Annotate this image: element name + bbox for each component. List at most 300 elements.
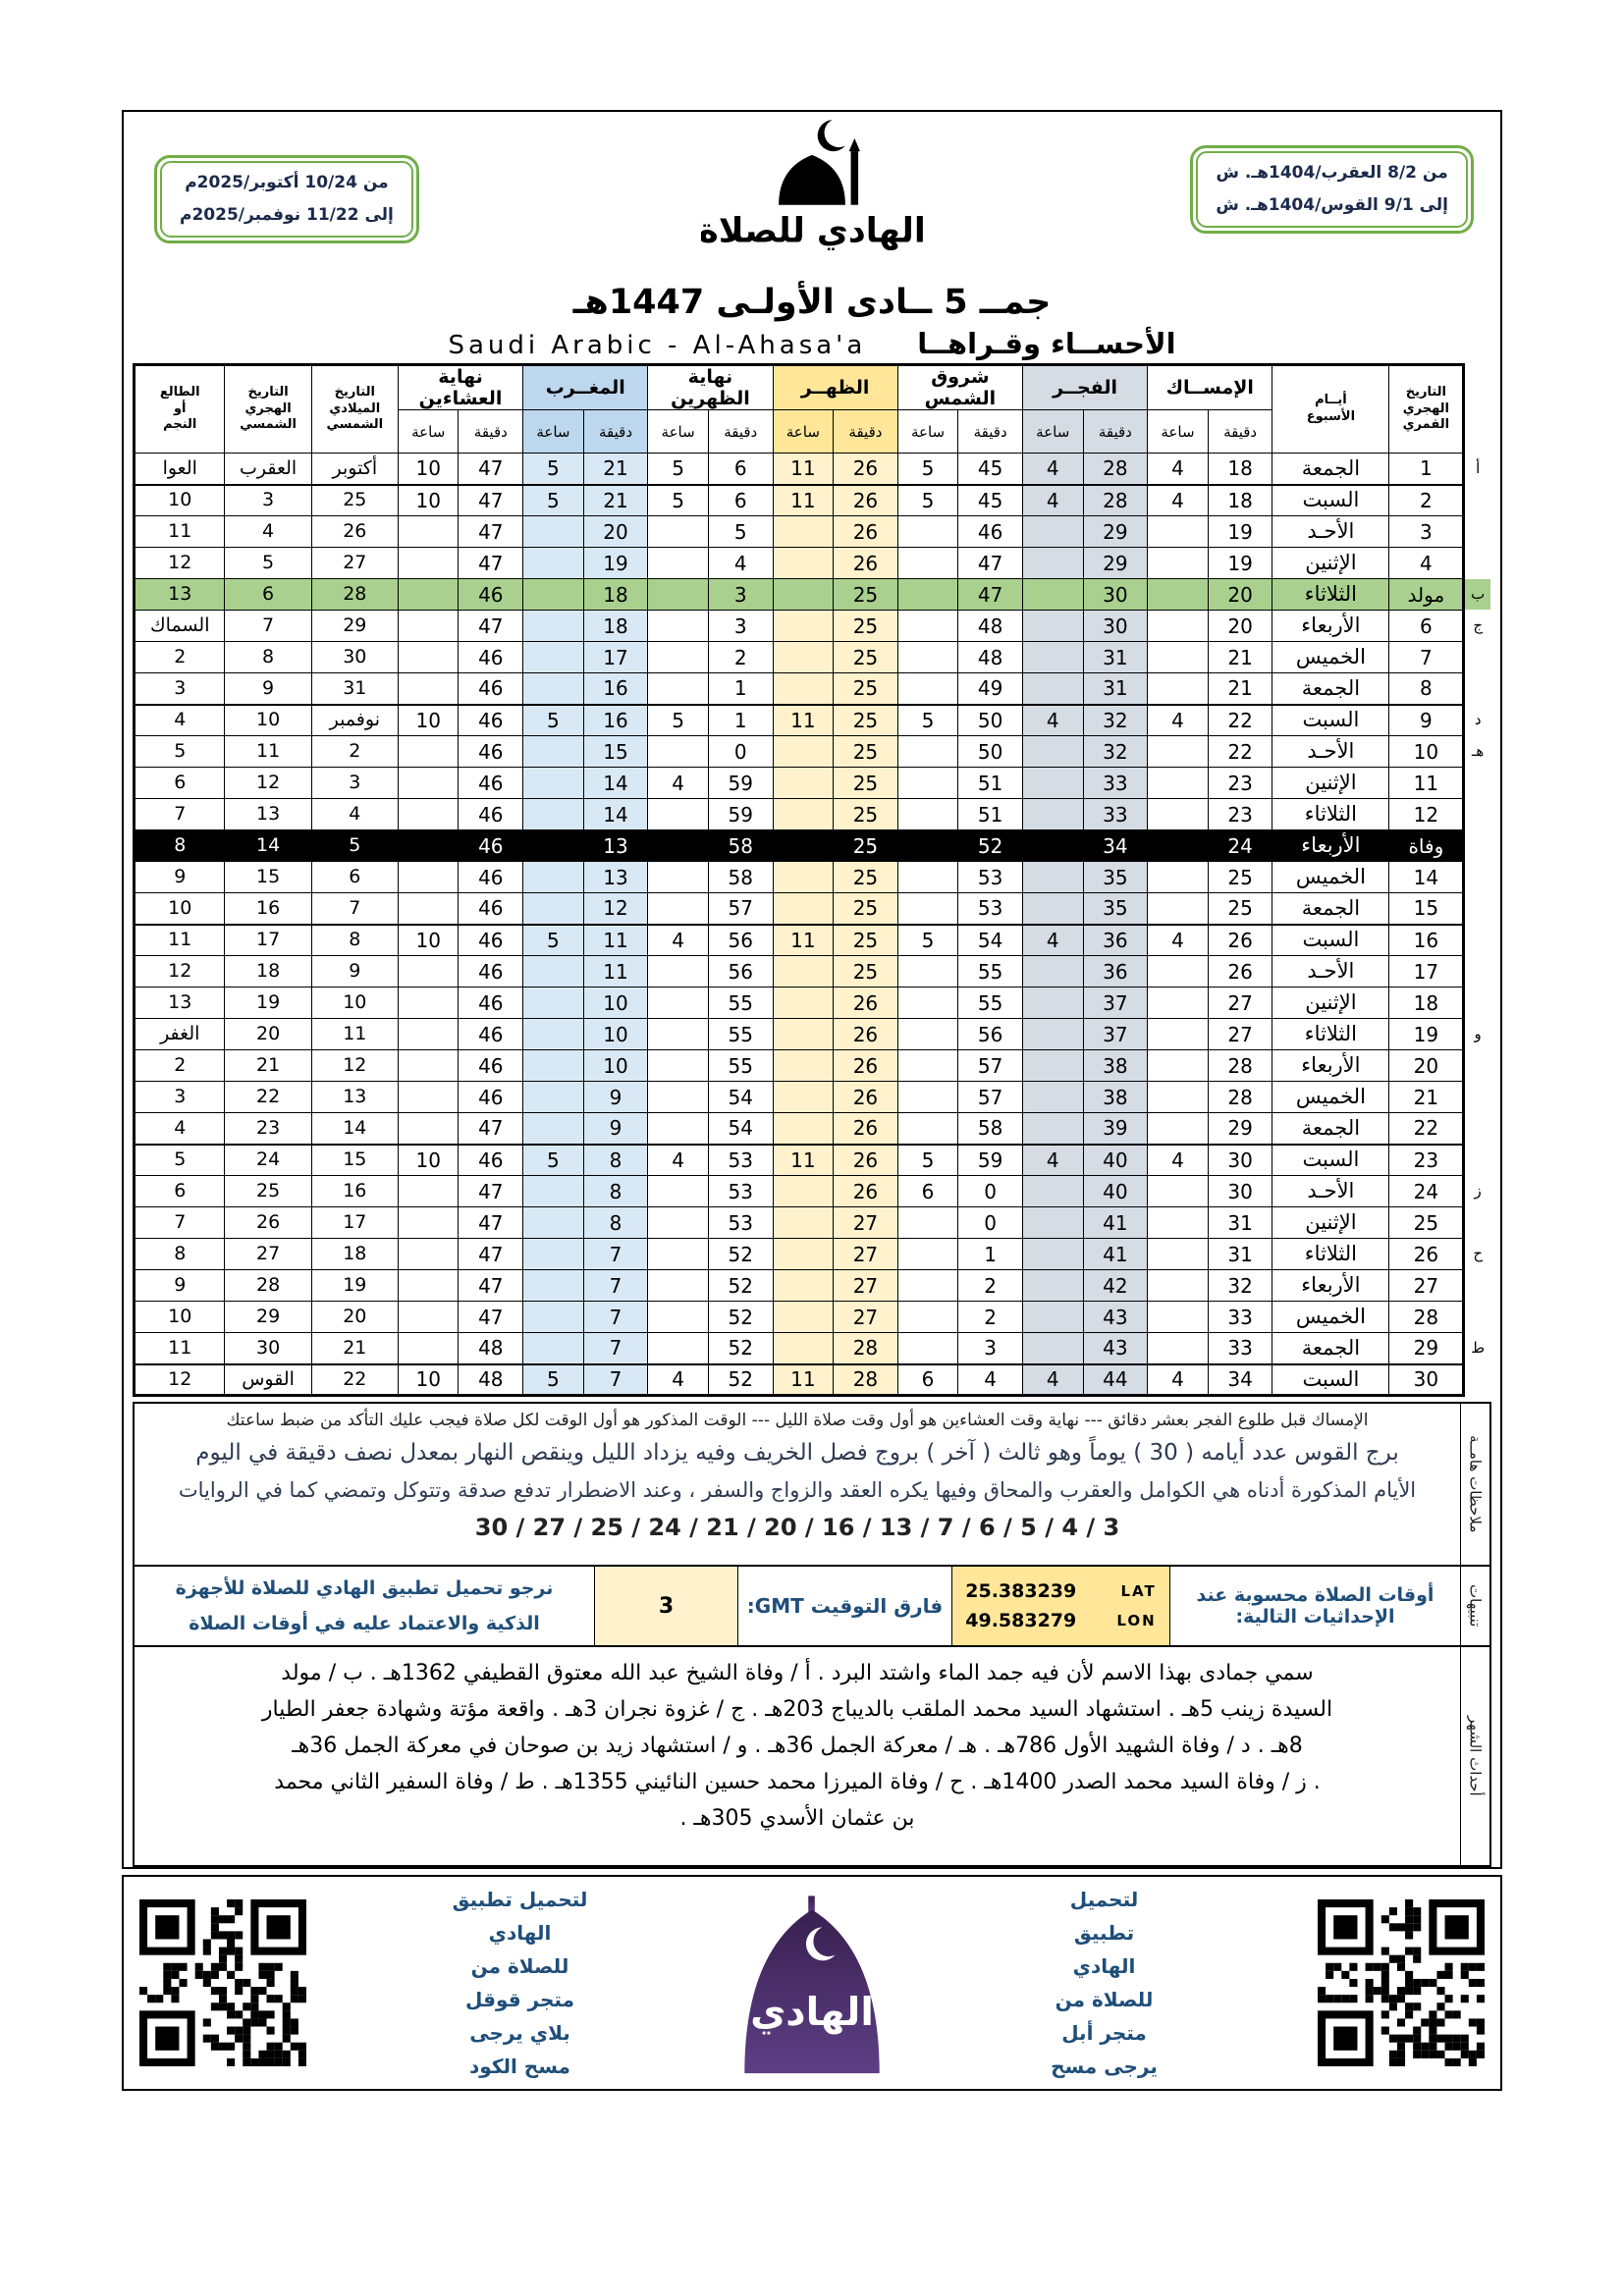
cell-fajr_m: 29: [1083, 548, 1148, 579]
month-events-text: سمي جمادى بهذا الاسم لأن فيه جمد الماء واشتد البرد . أ / وفاة الشيخ عبد الله معتوق القطيفي 1362هـ . ب / مولد السيدة زينب 5هـ . استشهاد السيد محمد الملقب بالديباج 203هـ . ج / غزوة نجران 3هـ . واقعة مؤتة وشهادة جعفر الطيار 8هـ . د / وفاة الشهيد الأول 786هـ . هـ / معركة الجمل 36هـ . و / استشهاد زيد بن صوحان في معركة الجمل 36هـ . ز / وفاة السيد محمد الصدر 1400هـ . ح / وفاة الميرزا محمد حسين النائيني 1355هـ . ط / وفاة السفير الثاني محمد بن عثمان الأسدي 305هـ .: [261, 1661, 1333, 1831]
cell-dhuhrain_m: 55: [708, 988, 773, 1019]
important-notes-section: [133, 1402, 1491, 1567]
cell-fajr_m: 43: [1083, 1302, 1148, 1333]
cell-imsak_h: [1148, 830, 1209, 862]
col-star: الطالع أو النجم: [135, 365, 225, 454]
cell-day: الخميس: [1272, 1302, 1389, 1333]
cell-star: 12: [135, 956, 225, 988]
cell-maghrib_m: 7: [583, 1364, 648, 1396]
cell-marker: [1464, 988, 1491, 1019]
qr-code-apple-store: [1318, 1899, 1485, 2066]
solar-hijri-from: من 8/2 العقرب/1404هـ. ش: [1216, 163, 1448, 183]
cell-fajr_m: 37: [1083, 1019, 1148, 1050]
gmt-offset-label: فارق التوقيت GMT:: [737, 1567, 951, 1645]
app-logo: [701, 112, 923, 261]
cell-fajr_h: 4: [1022, 1145, 1083, 1176]
cell-greg: أكتوبر: [311, 454, 398, 485]
cell-ishain_m: 46: [459, 1050, 523, 1082]
table-row: [135, 1270, 1491, 1302]
cell-imsak_h: [1148, 862, 1209, 893]
cell-shamsi: 9: [225, 673, 311, 705]
cell-ishain_m: 46: [459, 988, 523, 1019]
cell-maghrib_m: 11: [583, 925, 648, 956]
cell-marker: ب: [1464, 579, 1491, 611]
notices-section-label: تنبيهات: [1460, 1567, 1489, 1645]
cell-sunrise_h: 5: [897, 485, 958, 516]
cell-imsak_m: 28: [1208, 1050, 1272, 1082]
cell-fajr_m: 42: [1083, 1270, 1148, 1302]
table-row: [135, 1239, 1491, 1270]
cell-shamsi: 3: [225, 485, 311, 516]
cell-shamsi: 16: [225, 893, 311, 925]
logo-text: الهادي للصلاة: [701, 211, 923, 251]
cell-day: الجمعة: [1272, 1333, 1389, 1364]
cell-dhuhrain_m: 1: [708, 673, 773, 705]
cell-shamsi: 5: [225, 548, 311, 579]
dhuhr-hour-header: ساعة: [773, 410, 834, 454]
cell-dhuhr_h: [773, 516, 834, 548]
cell-star: 11: [135, 1333, 225, 1364]
cell-dhuhrain_m: 55: [708, 1019, 773, 1050]
cell-qamari: 28: [1389, 1302, 1464, 1333]
cell-ishain_m: 47: [459, 1113, 523, 1145]
cell-sunrise_m: 45: [958, 485, 1023, 516]
col-fajr: الفجــر: [1022, 365, 1147, 410]
cell-dhuhrain_h: [648, 1082, 709, 1113]
cell-shamsi: 13: [225, 799, 311, 830]
cell-imsak_h: [1148, 548, 1209, 579]
cell-maghrib_m: 20: [583, 516, 648, 548]
table-row: [135, 673, 1491, 705]
cell-fajr_m: 36: [1083, 956, 1148, 988]
cell-fajr_h: [1022, 956, 1083, 988]
cell-sunrise_m: 3: [958, 1333, 1023, 1364]
cell-fajr_m: 44: [1083, 1364, 1148, 1396]
table-row: [135, 893, 1491, 925]
cell-dhuhrain_h: 4: [648, 1364, 709, 1396]
cell-dhuhr_h: [773, 862, 834, 893]
page-title: جمــ 5 ــادى الأولـى 1447هـ: [572, 283, 1052, 322]
cell-dhuhrain_h: [648, 1270, 709, 1302]
cell-ishain_m: 47: [459, 454, 523, 485]
cell-star: 11: [135, 516, 225, 548]
cell-fajr_m: 43: [1083, 1333, 1148, 1364]
cell-sunrise_h: [897, 1113, 958, 1145]
cell-dhuhrain_m: 52: [708, 1302, 773, 1333]
cell-dhuhrain_h: [648, 1113, 709, 1145]
table-row: [135, 611, 1491, 642]
cell-dhuhrain_h: [648, 862, 709, 893]
cell-shamsi: 20: [225, 1019, 311, 1050]
cell-qamari: 10: [1389, 736, 1464, 768]
cell-marker: [1464, 893, 1491, 925]
region-line: [133, 327, 1491, 360]
table-row: [135, 642, 1491, 673]
cell-dhuhrain_m: 52: [708, 1333, 773, 1364]
cell-qamari: 2: [1389, 485, 1464, 516]
cell-imsak_m: 26: [1208, 925, 1272, 956]
cell-star: السماك: [135, 611, 225, 642]
cell-dhuhr_m: 25: [834, 611, 898, 642]
cell-maghrib_h: [523, 673, 584, 705]
cell-fajr_h: [1022, 1082, 1083, 1113]
cell-maghrib_m: 8: [583, 1176, 648, 1207]
cell-ishain_m: 46: [459, 768, 523, 799]
cell-maghrib_h: 5: [523, 485, 584, 516]
cell-shamsi: 27: [225, 1239, 311, 1270]
cell-dhuhrain_h: [648, 1019, 709, 1050]
cell-dhuhrain_m: 6: [708, 485, 773, 516]
cell-imsak_h: [1148, 1302, 1209, 1333]
cell-dhuhrain_h: [648, 799, 709, 830]
cell-greg: 2: [311, 736, 398, 768]
cell-day: الأحـد: [1272, 1176, 1389, 1207]
cell-ishain_h: [398, 768, 459, 799]
cell-imsak_m: 31: [1208, 1239, 1272, 1270]
cell-dhuhrain_h: [648, 611, 709, 642]
cell-dhuhrain_m: 53: [708, 1207, 773, 1239]
cell-day: السبت: [1272, 1145, 1389, 1176]
cell-sunrise_m: 45: [958, 454, 1023, 485]
header: [133, 112, 1491, 363]
cell-dhuhr_m: 28: [834, 1364, 898, 1396]
col-dhuhrain-end: نهاية الظهرين: [648, 365, 773, 410]
cell-maghrib_h: [523, 988, 584, 1019]
cell-imsak_m: 32: [1208, 1270, 1272, 1302]
cell-dhuhr_h: 11: [773, 454, 834, 485]
cell-maghrib_h: [523, 830, 584, 862]
cell-maghrib_m: 7: [583, 1302, 648, 1333]
cell-greg: نوفمبر: [311, 705, 398, 736]
cell-ishain_m: 46: [459, 736, 523, 768]
cell-star: 10: [135, 485, 225, 516]
cell-sunrise_h: 5: [897, 454, 958, 485]
cell-marker: [1464, 485, 1491, 516]
cell-ishain_m: 46: [459, 579, 523, 611]
col-solar-hijri-date: التاريخ الهجري الشمسي: [225, 365, 311, 454]
cell-dhuhr_m: 26: [834, 1050, 898, 1082]
cell-imsak_h: 4: [1148, 454, 1209, 485]
cell-imsak_m: 26: [1208, 956, 1272, 988]
cell-ishain_m: 47: [459, 548, 523, 579]
sunrise-minute-header: دقيقة: [958, 410, 1023, 454]
notes-section-label: ملاحظات هامــة: [1460, 1404, 1489, 1565]
cell-maghrib_m: 21: [583, 485, 648, 516]
cell-dhuhrain_h: [648, 1207, 709, 1239]
cell-fajr_h: [1022, 1270, 1083, 1302]
cell-shamsi: 8: [225, 642, 311, 673]
cell-ishain_h: [398, 1176, 459, 1207]
cell-shamsi: 14: [225, 830, 311, 862]
cell-dhuhrain_h: [648, 736, 709, 768]
cell-maghrib_h: [523, 799, 584, 830]
fajr-minute-header: دقيقة: [1083, 410, 1148, 454]
cell-fajr_h: [1022, 736, 1083, 768]
cell-dhuhr_m: 26: [834, 988, 898, 1019]
cell-imsak_h: [1148, 642, 1209, 673]
cell-dhuhr_h: [773, 1082, 834, 1113]
cell-dhuhr_m: 25: [834, 893, 898, 925]
gregorian-from: من 10/24 أكتوبر/2025م: [185, 173, 389, 192]
col-dhuhr: الظهــر: [773, 365, 897, 410]
cell-maghrib_m: 16: [583, 673, 648, 705]
cell-fajr_h: [1022, 830, 1083, 862]
col-weekday: أيــام الأسبوع: [1272, 365, 1389, 454]
cell-dhuhr_m: 27: [834, 1302, 898, 1333]
cell-imsak_m: 23: [1208, 799, 1272, 830]
cell-ishain_h: [398, 1270, 459, 1302]
cell-sunrise_m: 1: [958, 1239, 1023, 1270]
cell-sunrise_m: 50: [958, 705, 1023, 736]
cell-imsak_h: [1148, 516, 1209, 548]
cell-day: الخميس: [1272, 1082, 1389, 1113]
cell-maghrib_h: [523, 1176, 584, 1207]
cell-star: 13: [135, 579, 225, 611]
cell-star: 13: [135, 988, 225, 1019]
cell-sunrise_m: 55: [958, 956, 1023, 988]
cell-maghrib_m: 12: [583, 893, 648, 925]
cell-qamari: 22: [1389, 1113, 1464, 1145]
cell-maghrib_h: [523, 1270, 584, 1302]
cell-fajr_m: 38: [1083, 1050, 1148, 1082]
cell-fajr_m: 31: [1083, 673, 1148, 705]
col-maghrib: المغــرب: [523, 365, 648, 410]
cell-ishain_m: 48: [459, 1333, 523, 1364]
cell-dhuhrain_h: [648, 642, 709, 673]
cell-sunrise_h: [897, 1050, 958, 1082]
cell-fajr_m: 32: [1083, 705, 1148, 736]
cell-imsak_m: 33: [1208, 1333, 1272, 1364]
cell-sunrise_m: 0: [958, 1176, 1023, 1207]
cell-ishain_m: 46: [459, 799, 523, 830]
cell-day: الجمعة: [1272, 1113, 1389, 1145]
table-row: [135, 1176, 1491, 1207]
cell-ishain_m: 47: [459, 1302, 523, 1333]
cell-fajr_h: [1022, 1176, 1083, 1207]
cell-dhuhr_h: [773, 956, 834, 988]
cell-fajr_m: 34: [1083, 830, 1148, 862]
cell-greg: 21: [311, 1333, 398, 1364]
cell-star: 9: [135, 862, 225, 893]
cell-ishain_m: 47: [459, 1239, 523, 1270]
cell-fajr_m: 33: [1083, 768, 1148, 799]
cell-imsak_h: 4: [1148, 485, 1209, 516]
cell-ishain_m: 47: [459, 516, 523, 548]
cell-sunrise_m: 0: [958, 1207, 1023, 1239]
cell-day: الجمعة: [1272, 454, 1389, 485]
cell-dhuhrain_h: [648, 1333, 709, 1364]
table-row: [135, 1145, 1491, 1176]
cell-imsak_h: [1148, 1176, 1209, 1207]
cell-dhuhr_m: 25: [834, 830, 898, 862]
cell-marker: [1464, 925, 1491, 956]
cell-fajr_m: 37: [1083, 988, 1148, 1019]
cell-greg: 30: [311, 642, 398, 673]
cell-dhuhrain_h: [648, 1176, 709, 1207]
cell-star: 11: [135, 925, 225, 956]
cell-fajr_m: 35: [1083, 893, 1148, 925]
cell-marker: ح: [1464, 1239, 1491, 1270]
cell-fajr_h: [1022, 1239, 1083, 1270]
cell-fajr_h: 4: [1022, 1364, 1083, 1396]
cell-ishain_h: [398, 673, 459, 705]
cell-dhuhrain_h: [648, 1239, 709, 1270]
note-line-1: الإمساك قبل طلوع الفجر بعشر دقائق --- نهاية وقت العشاءين هو أول وقت صلاة الليل --- الوقت المذكور هو أول الوقت لكل صلاة فيجب عليك التأكد من ضبط ساعتك: [226, 1411, 1369, 1430]
cell-dhuhr_m: 25: [834, 956, 898, 988]
cell-maghrib_h: 5: [523, 454, 584, 485]
cell-sunrise_m: 53: [958, 862, 1023, 893]
cell-shamsi: 4: [225, 516, 311, 548]
cell-fajr_m: 38: [1083, 1082, 1148, 1113]
cell-dhuhr_h: 11: [773, 1364, 834, 1396]
cell-imsak_h: [1148, 1270, 1209, 1302]
cell-sunrise_h: [897, 1019, 958, 1050]
cell-sunrise_h: [897, 893, 958, 925]
table-row: [135, 830, 1491, 862]
cell-maghrib_m: 9: [583, 1113, 648, 1145]
calendar-sheet: [122, 110, 1502, 1869]
cell-sunrise_m: 2: [958, 1302, 1023, 1333]
table-row: [135, 1207, 1491, 1239]
cell-maghrib_h: [523, 736, 584, 768]
cell-maghrib_h: [523, 893, 584, 925]
cell-sunrise_m: 51: [958, 799, 1023, 830]
cell-maghrib_h: 5: [523, 705, 584, 736]
cell-star: 7: [135, 799, 225, 830]
cell-dhuhrain_h: [648, 1050, 709, 1082]
cell-ishain_h: [398, 736, 459, 768]
cell-marker: [1464, 1302, 1491, 1333]
cell-day: الجمعة: [1272, 673, 1389, 705]
cell-dhuhrain_h: [648, 548, 709, 579]
cell-day: الإثنين: [1272, 988, 1389, 1019]
cell-qamari: وفاة: [1389, 830, 1464, 862]
cell-imsak_h: 4: [1148, 925, 1209, 956]
cell-imsak_m: 30: [1208, 1176, 1272, 1207]
cell-fajr_m: 35: [1083, 862, 1148, 893]
cell-fajr_h: [1022, 893, 1083, 925]
cell-dhuhrain_h: [648, 673, 709, 705]
cell-greg: 16: [311, 1176, 398, 1207]
cell-qamari: 20: [1389, 1050, 1464, 1082]
cell-maghrib_m: 10: [583, 1050, 648, 1082]
cell-day: الأحـد: [1272, 956, 1389, 988]
cell-sunrise_h: 5: [897, 1145, 958, 1176]
cell-fajr_h: [1022, 673, 1083, 705]
col-gregorian-date: التاريخ الميلادي الشمسي: [311, 365, 398, 454]
cell-maghrib_h: [523, 862, 584, 893]
cell-fajr_m: 41: [1083, 1207, 1148, 1239]
cell-imsak_m: 30: [1208, 1145, 1272, 1176]
cell-qamari: 11: [1389, 768, 1464, 799]
cell-greg: 4: [311, 799, 398, 830]
table-row: [135, 705, 1491, 736]
gregorian-range-box: [154, 155, 419, 243]
cell-fajr_h: [1022, 862, 1083, 893]
cell-sunrise_m: 57: [958, 1082, 1023, 1113]
cell-imsak_m: 19: [1208, 516, 1272, 548]
cell-dhuhr_h: [773, 1333, 834, 1364]
cell-sunrise_h: 5: [897, 705, 958, 736]
cell-sunrise_h: [897, 642, 958, 673]
cell-ishain_h: [398, 830, 459, 862]
cell-maghrib_h: [523, 768, 584, 799]
cell-sunrise_h: 6: [897, 1176, 958, 1207]
cell-star: 5: [135, 1145, 225, 1176]
cell-dhuhrain_h: [648, 893, 709, 925]
cell-star: 4: [135, 705, 225, 736]
table-row: [135, 925, 1491, 956]
cell-maghrib_h: [523, 1207, 584, 1239]
cell-maghrib_m: 7: [583, 1270, 648, 1302]
cell-dhuhr_h: [773, 1176, 834, 1207]
lon-value: 49.583279: [965, 1610, 1077, 1631]
cell-dhuhrain_m: 1: [708, 705, 773, 736]
cell-ishain_h: [398, 642, 459, 673]
cell-ishain_m: 46: [459, 673, 523, 705]
cell-dhuhr_h: [773, 1302, 834, 1333]
cell-shamsi: 21: [225, 1050, 311, 1082]
cell-ishain_m: 46: [459, 705, 523, 736]
cell-greg: 3: [311, 768, 398, 799]
cell-dhuhr_m: 27: [834, 1270, 898, 1302]
cell-day: الأحـد: [1272, 736, 1389, 768]
cell-dhuhrain_m: 4: [708, 548, 773, 579]
download-footer: [122, 1875, 1502, 2091]
cell-shamsi: 28: [225, 1270, 311, 1302]
cell-day: الإثنين: [1272, 1207, 1389, 1239]
cell-imsak_h: [1148, 1019, 1209, 1050]
gregorian-to: إلى 11/22 نوفمبر/2025م: [180, 205, 394, 226]
cell-sunrise_m: 48: [958, 642, 1023, 673]
dhuhrain-hour-header: ساعة: [648, 410, 709, 454]
cell-ishain_m: 46: [459, 1082, 523, 1113]
cell-dhuhr_m: 25: [834, 768, 898, 799]
footer-logo-text: الهادي: [750, 1990, 874, 2036]
apple-download-text: لتحميل تطبيق الهادي للصلاة من متجر أبل يرجى مسح: [1051, 1888, 1158, 2078]
table-row: [135, 1113, 1491, 1145]
cell-ishain_h: [398, 799, 459, 830]
cell-marker: [1464, 768, 1491, 799]
cell-sunrise_m: 51: [958, 768, 1023, 799]
col-imsak: الإمســاك: [1148, 365, 1272, 410]
cell-imsak_m: 27: [1208, 988, 1272, 1019]
cell-fajr_h: [1022, 642, 1083, 673]
cell-star: 6: [135, 1176, 225, 1207]
cell-maghrib_h: [523, 1239, 584, 1270]
cell-marker: [1464, 548, 1491, 579]
table-row: [135, 548, 1491, 579]
cell-sunrise_m: 59: [958, 1145, 1023, 1176]
cell-dhuhrain_m: 52: [708, 1239, 773, 1270]
cell-imsak_m: 27: [1208, 1019, 1272, 1050]
cell-maghrib_m: 10: [583, 1019, 648, 1050]
cell-imsak_h: [1148, 1239, 1209, 1270]
cell-qamari: 12: [1389, 799, 1464, 830]
cell-qamari: 6: [1389, 611, 1464, 642]
cell-qamari: 30: [1389, 1364, 1464, 1396]
cell-fajr_h: [1022, 1019, 1083, 1050]
cell-sunrise_m: 57: [958, 1050, 1023, 1082]
cell-star: 10: [135, 893, 225, 925]
cell-qamari: 8: [1389, 673, 1464, 705]
cell-imsak_m: 25: [1208, 893, 1272, 925]
cell-imsak_h: [1148, 736, 1209, 768]
note-line-3: الأيام المذكورة أدناه هي الكوامل والعقرب والمحاق وفيها يكره العقد والزواج والسفر ، وعند الاضطرار تدفع صدقة وتتوكل وتمضي كما في الروايات: [178, 1478, 1417, 1502]
cell-dhuhrain_m: 56: [708, 956, 773, 988]
cell-day: الإثنين: [1272, 768, 1389, 799]
cell-dhuhr_h: [773, 768, 834, 799]
